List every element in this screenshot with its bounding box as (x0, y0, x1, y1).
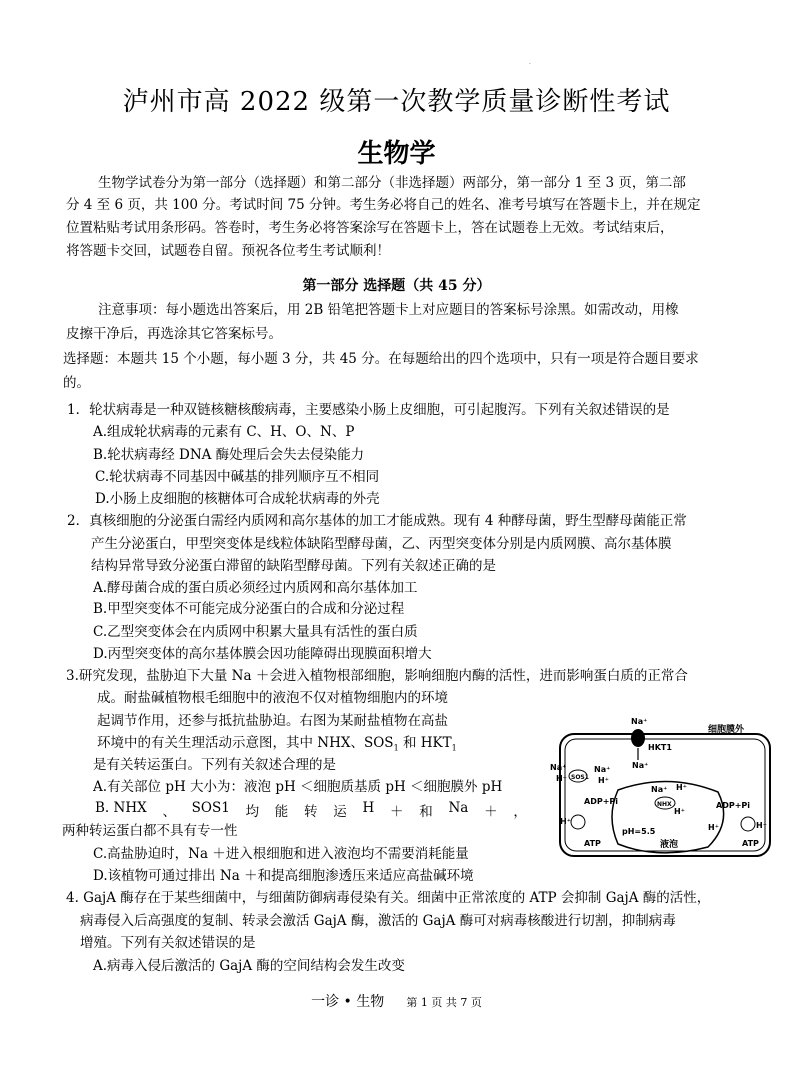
q4-stem-3: 增殖。下列有关叙述错误的是 (80, 935, 256, 951)
q2-option-a: A.酵母菌合成的蛋白质必须经过内质网和高尔基体加工 (93, 580, 418, 596)
q3-sub-1: 1 (393, 743, 399, 753)
q3-b-part: 运 (333, 804, 347, 820)
q2-stem-2: 产生分泌蛋白，甲型突变体是线粒体缺陷型酵母菌，乙、丙型突变体分别是内质网膜、高尔基体膜 (91, 536, 672, 552)
q3-option-d: D.该植物可通过排出 Na ＋和提高细胞渗透压来适应高盐碱环境 (93, 868, 474, 884)
label-atp-left: ATP (584, 839, 601, 848)
q3-b-part: 和 (419, 804, 433, 820)
notice-line-2: 皮擦干净后，再选涂其它答案标号。 (66, 326, 282, 342)
q1-stem: 1．轮状病毒是一种双链核糖核酸病毒，主要感染小肠上皮细胞，可引起腹泻。下列有关叙述错误的是 (67, 402, 670, 418)
q4-stem-1: 4. GajA 酶存在于某些细菌中，与细菌防御病毒侵染有关。细菌中正常浓度的 ATP 会抑制 GajA 酶的活性， (66, 890, 711, 906)
label-h-lower: H⁺ (560, 817, 571, 826)
q1-option-c: C.轮状病毒不同基因中碱基的排列顺序互不相同 (95, 469, 380, 485)
footer-page: 第 1 页 共 7 页 (406, 996, 482, 1009)
cell-wall-outer (560, 734, 770, 856)
intro-line-2: 分 4 至 6 页，共 100 分。考试时间 75 分钟。考生务必将自己的姓名、准考号填写在答题卡上，并在规定 (66, 197, 701, 213)
label-h-right-out: H⁺ (756, 821, 767, 830)
q4-option-a: A.病毒入侵后激活的 GajA 酶的空间结构会发生改变 (93, 958, 405, 974)
footer-exam: 一诊 • 生物 (311, 994, 385, 1010)
q3-b-part: 转 (304, 804, 318, 820)
q3-sub-2: 1 (451, 743, 457, 753)
label-h-nhx: H⁺ (674, 807, 685, 816)
instructions-line-2: 的。 (63, 375, 90, 391)
q3-b-part: H (362, 800, 375, 816)
q3-option-b-cont: 两种转运蛋白都不具有专一性 (62, 823, 238, 839)
q3-stem-4-text: 环境中的有关生理活动示意图，其中 NHX、SOS (97, 735, 394, 751)
q3-b-part: 、 (162, 804, 176, 820)
q3-b-part: SOS1 (191, 800, 230, 816)
subject-title: 生物学 (357, 139, 436, 169)
label-vacuole: 液泡 (660, 840, 679, 850)
q3-option-a: A.有关部位 pH 大小为：液泡 pH ＜细胞质基质 pH ＜细胞膜外 pH (93, 779, 503, 795)
label-hkt1: HKT1 (648, 743, 672, 752)
label-adp-left: ADP+Pi (584, 797, 619, 806)
label-ph: pH=5.5 (622, 827, 656, 836)
q3-stem-5: 是有关转运蛋白。下列有关叙述合理的是 (93, 757, 336, 773)
q2-option-d: D.丙型突变体的高尔基体膜会因功能障碍出现膜面积增大 (93, 646, 432, 662)
q1-option-b: B.轮状病毒经 DNA 酶处理后会失去侵染能力 (93, 447, 365, 463)
hkt1-channel (631, 729, 645, 747)
label-h-sos: H⁺ (598, 776, 609, 785)
label-h-right: H⁺ (708, 823, 719, 832)
q3-option-c: C.高盐胁迫时，Na ＋进入根细胞和进入液泡均不需要消耗能量 (93, 846, 469, 862)
page-dot: . (529, 59, 531, 66)
intro-line-4: 将答题卡交回，试题卷自留。预祝各位考生考试顺利！ (66, 243, 390, 259)
q3-b-part: ， (513, 804, 527, 820)
pump-left (571, 815, 585, 829)
label-adp-right: ADP+Pi (716, 801, 751, 810)
q3-stem-4-tail: 和 HKT (398, 735, 452, 751)
q3-stem-2: 成。耐盐碱植物根毛细胞中的液泡不仅对植物细胞内的环境 (97, 690, 448, 706)
cell-membrane-diagram (548, 712, 783, 864)
label-na-left: Na⁺ (550, 763, 567, 772)
instructions-line-1: 选择题：本题共 15 个小题，每小题 3 分，共 45 分。在每题给出的四个选项中，只有一项是符合题目要求 (63, 351, 699, 367)
label-h-left: H⁺ (556, 774, 567, 783)
label-nhx: NHX (657, 801, 672, 808)
label-sos1: SOS1 (571, 774, 589, 781)
label-na-in: Na⁺ (632, 761, 649, 770)
q3-stem-1: 3.研究发现，盐胁迫下大量 Na ＋会进入植物根部细胞，影响细胞内酶的活性，进而影响蛋白质的正常合 (66, 668, 688, 684)
q3-stem-3: 起调节作用，还参与抵抗盐胁迫。右图为某耐盐植物在高盐 (97, 713, 448, 729)
label-outside: 细胞膜外 (708, 725, 745, 735)
q3-b-part: 均 (245, 804, 260, 820)
label-atp-right: ATP (742, 839, 759, 848)
q3-b-part: B. NHX (95, 800, 147, 816)
q3-b-part: ＋ (390, 804, 404, 820)
q2-stem-1: 2．真核细胞的分泌蛋白需经内质网和高尔基体的加工才能成熟。现有 4 种酵母菌，野生型酵母菌能正常 (67, 513, 687, 529)
q3-b-part: 能 (274, 804, 289, 820)
q4-stem-2: 病毒侵入后高强度的复制、转录会激活 GajA 酶，激活的 GajA 酶可对病毒核酸进行切割，抑制病毒 (80, 913, 676, 929)
q1-option-a: A.组成轮状病毒的元素有 C、H、O、N、P (93, 424, 355, 440)
q3-b-part: Na (448, 800, 469, 816)
label-na-sos: Na⁺ (594, 765, 611, 774)
pump-right (741, 817, 755, 831)
q3-b-part: ＋ (484, 804, 498, 820)
label-na-top: Na⁺ (631, 717, 648, 726)
label-na-vac: Na⁺ (651, 785, 668, 794)
q2-stem-3: 结构异常导致分泌蛋白滞留的缺陷型酵母菌。下列有关叙述正确的是 (91, 558, 496, 574)
intro-line-3: 位置粘贴考试用条形码。答卷时，考生务必将答案涂写在答题卡上，答在试题卷上无效。考试结束后， (66, 220, 674, 236)
label-h-vac: H⁺ (676, 783, 687, 792)
notice-line-1: 注意事项：每小题选出答案后，用 2B 铅笔把答题卡上对应题目的答案标号涂黑。如需改动，用橡 (98, 302, 679, 318)
cell-wall-inner (565, 739, 765, 851)
q3-option-b (95, 800, 527, 820)
q3-stem-4 (97, 734, 457, 758)
q1-option-d: D.小肠上皮细胞的核糖体可合成轮状病毒的外壳 (95, 491, 380, 507)
intro-line-1: 生物学试卷分为第一部分（选择题）和第二部分（非选择题）两部分，第一部分 1 至 3 页，第二部 (98, 175, 686, 191)
exam-title: 泸州市高 2022 级第一次教学质量诊断性考试 (122, 87, 671, 117)
section-title: 第一部分 选择题（共 45 分） (302, 278, 491, 294)
q2-option-c: C.乙型突变体会在内质网中积累大量具有活性的蛋白质 (93, 624, 418, 640)
page-footer (0, 991, 793, 1011)
q2-option-b: B.甲型突变体不可能完成分泌蛋白的合成和分泌过程 (93, 601, 405, 617)
